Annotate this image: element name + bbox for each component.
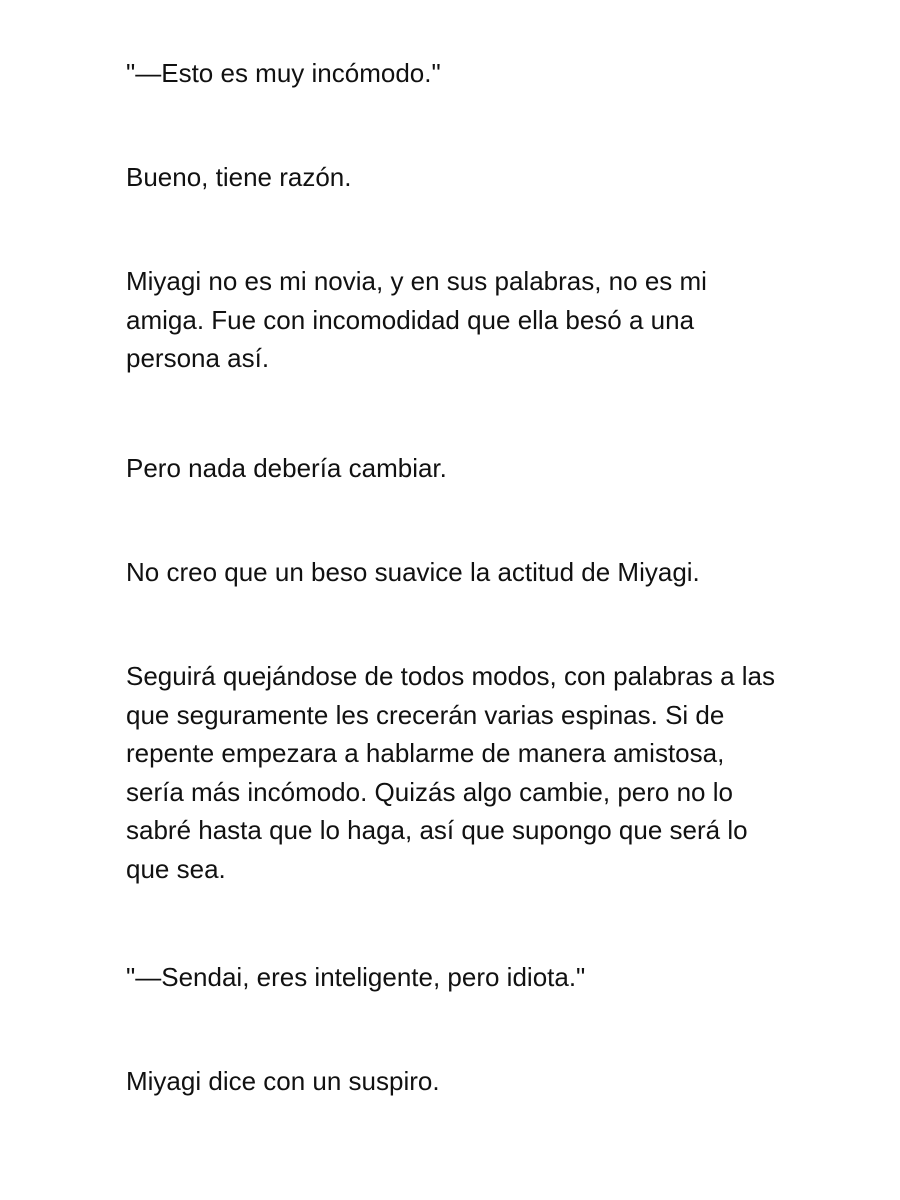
paragraph-5: No creo que un beso suavice la actitud de Miyagi. — [126, 557, 700, 587]
paragraph-8: Miyagi dice con un suspiro. — [126, 1066, 440, 1096]
paragraph-4: Pero nada debería cambiar. — [126, 453, 447, 483]
paragraph-2: Bueno, tiene razón. — [126, 162, 352, 192]
paragraph-3: Miyagi no es mi novia, y en sus palabras, no es mi amiga. Fue con incomodidad que ella besó a una persona así. — [126, 266, 707, 373]
paragraph-7: "—Sendai, eres inteligente, pero idiota." — [126, 962, 586, 992]
paragraph-6: Seguirá quejándose de todos modos, con palabras a las que seguramente les crecerán varias espinas. Si de repente empezara a hablarme de manera amistosa, sería más incómodo. Quizás algo cambie, pero no lo sabré hasta que lo haga, así que supongo que será lo que sea. — [126, 661, 775, 884]
paragraph-1: "—Esto es muy incómodo." — [126, 58, 441, 88]
